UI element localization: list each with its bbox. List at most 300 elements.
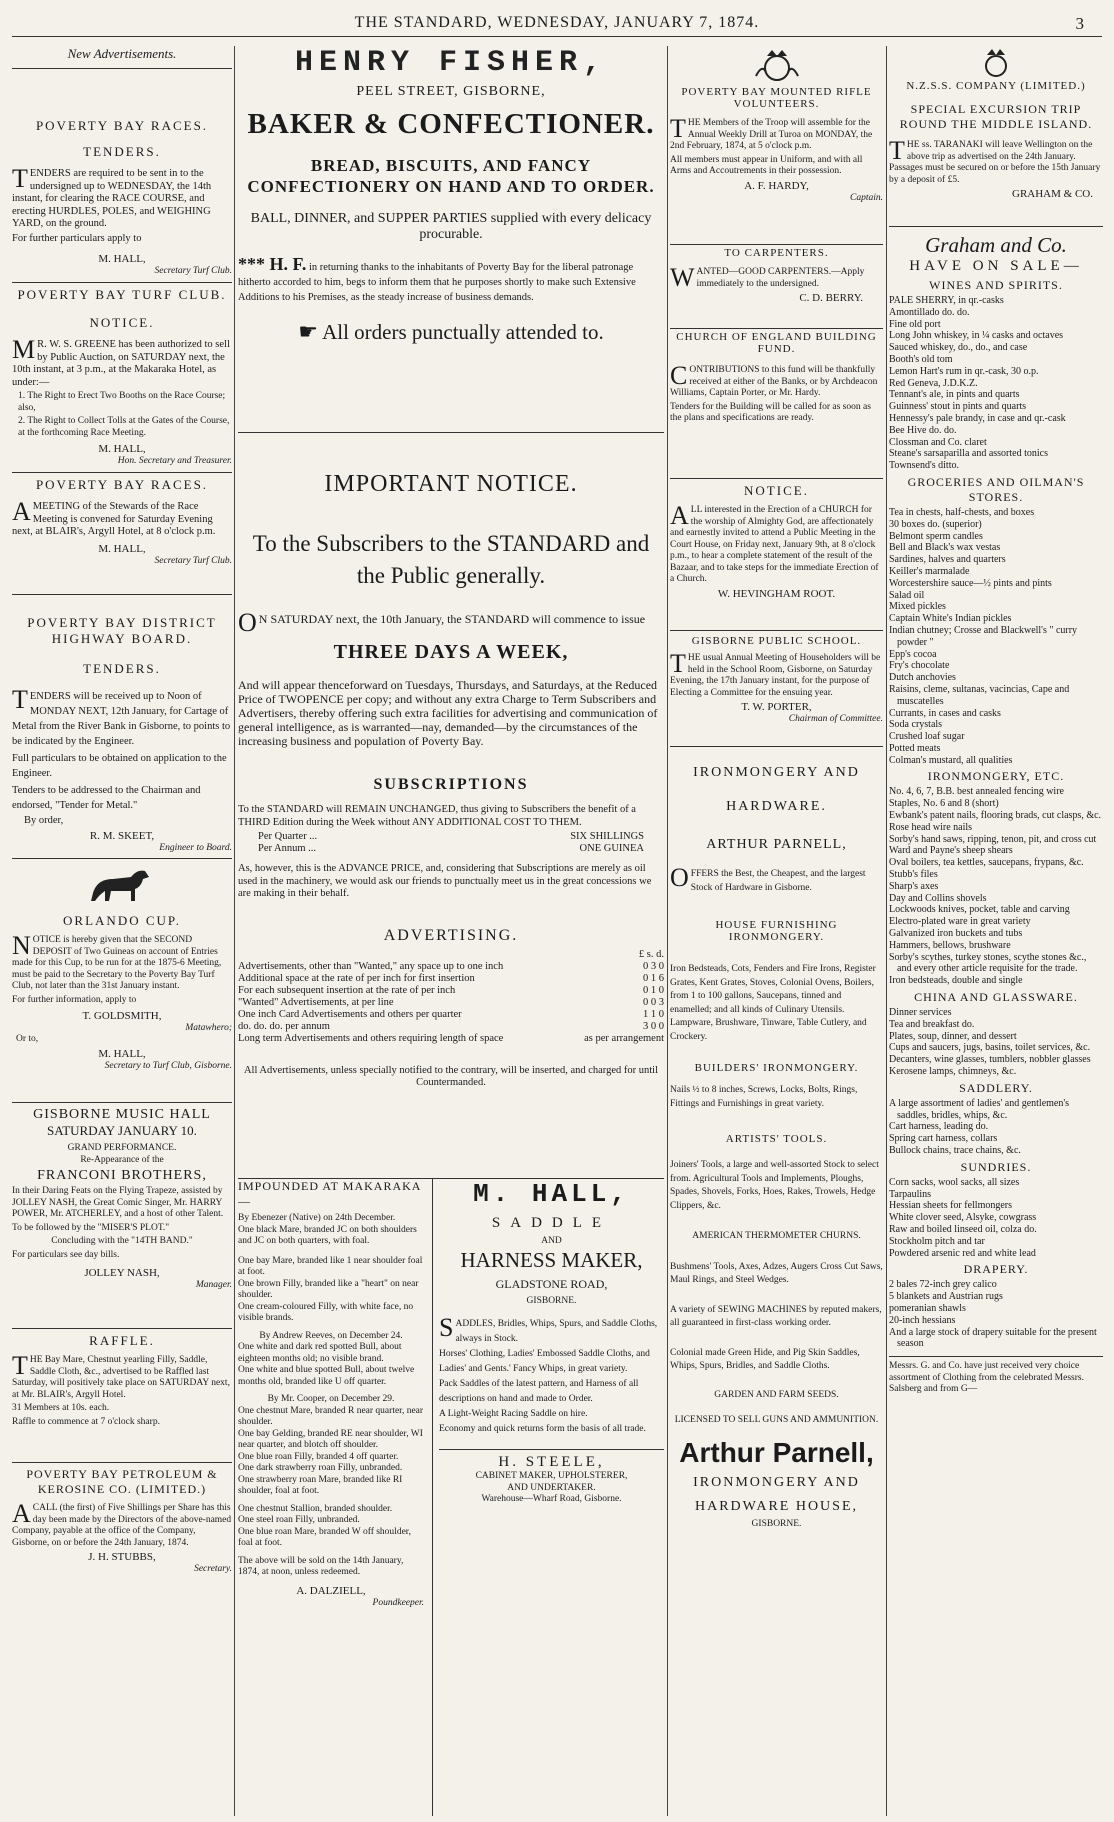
ad-subtitle: NOTICE.	[89, 315, 155, 330]
list-item: Hennessy's pale brandy, in case and qr.-cask	[889, 412, 1066, 424]
masthead	[12, 14, 1102, 37]
ad-franconi: FRANCONI BROTHERS,	[37, 1168, 207, 1183]
ad-body: TENDERS are required to be sent in to the undersigned up to WEDNESDAY, the 14th instant, for clearing the RACE COURSE, and erecting HURDLES, POLES, and WEIGHING YARD, on the ground.	[12, 164, 212, 229]
ad-title: RAFFLE.	[89, 1333, 155, 1348]
section-title: CHINA AND GLASSWARE.	[914, 990, 1078, 1005]
petroleum-call-ad	[12, 1462, 232, 1597]
ad-signature-title: Poundkeeper.	[372, 1597, 424, 1608]
section-title: WINES AND SPIRITS.	[929, 278, 1063, 292]
ad-item: One dark strawberry roan Filly, unbranded.	[238, 1463, 403, 1473]
advertising-rate-row	[238, 1033, 664, 1045]
ad-and: AND	[541, 1236, 562, 1246]
ad-signature: W. HEVINGHAM ROOT.	[717, 587, 836, 600]
currency-header: £ s. d.	[638, 948, 664, 960]
ad-item: One strawberry roan Mare, branded like RI shoulder, foal at foot.	[238, 1474, 403, 1496]
saddlery-list	[889, 1098, 1103, 1157]
list-item: Clossman and Co. claret	[889, 436, 987, 448]
advertising-rate-row	[238, 997, 664, 1009]
ad-bills: For particulars see day bills.	[12, 1249, 120, 1260]
list-item: Powdered arsenic red and white lead	[889, 1247, 1036, 1259]
section-title: IRONMONGERY, ETC.	[927, 769, 1065, 784]
list-item: pomeranian shawls	[889, 1302, 966, 1314]
ad-saddle: SADDLE	[491, 1215, 612, 1231]
ad-followed: To be followed by the "MISER'S PLOT."	[12, 1222, 170, 1233]
impounded-ad	[238, 1179, 424, 1816]
ad-item: One white and dark red spotted Bull, about eighteen months old; no visible brand.	[238, 1342, 402, 1364]
henry-fisher-ad	[238, 46, 664, 426]
list-item: Lockwoods knives, pocket, table and carving	[889, 904, 1070, 916]
important-notice	[238, 432, 664, 1213]
ad-title: HENRY FISHER,	[294, 46, 608, 80]
rate-value: 0 3 0	[643, 960, 664, 972]
ad-trade: CABINET MAKER, UPHOLSTERER,	[475, 1471, 628, 1481]
list-item: Sorby's hand saws, ripping, tenon, pit, and cross cut	[889, 833, 1097, 845]
ad-item: One black Mare, branded JC on both shoulders and JC on both quarters, with foal.	[238, 1224, 417, 1246]
advertising-note: All Advertisements, unless specially notified to the contrary, will be inserted, and charged for until Countermanded.	[243, 1064, 659, 1088]
list-item: PALE SHERRY, in qr.-casks	[889, 295, 1004, 306]
church-meeting-notice	[670, 478, 883, 635]
ad-signature-title: Hon. Secretary and Treasurer.	[117, 456, 232, 466]
section-title: SUNDRIES.	[960, 1159, 1032, 1174]
ad-title: GISBORNE PUBLIC SCHOOL.	[691, 635, 862, 647]
subscriptions-body: To the STANDARD will REMAIN UNCHANGED, thus giving to Subscribers the benefit of a THIRD Edition during the Week without ANY ADDITIONAL COST TO THEM.	[238, 804, 636, 828]
ad-title: POVERTY BAY RACES.	[35, 118, 209, 133]
section-title: BUILDERS' IRONMONGERY.	[694, 1062, 859, 1074]
ad-big-line: HARDWARE HOUSE,	[695, 1498, 858, 1514]
column-4	[889, 46, 1103, 1816]
list-item: Salad oil	[889, 589, 925, 601]
lower-column-2	[238, 1178, 664, 1608]
drapery-list	[889, 1279, 1103, 1350]
rate-label: For each subsequent insertion at the rate of per inch	[238, 984, 456, 996]
list-item: Hammers, bellows, brushware	[889, 939, 1011, 951]
list-item: Mixed pickles	[889, 601, 946, 613]
ad-further: For further information, apply to	[12, 994, 137, 1005]
list-item: Day and Collins shovels	[889, 892, 987, 904]
ad-reappearance: Re-Appearance of the	[80, 1154, 164, 1165]
sundries-list	[889, 1177, 1103, 1260]
rate-label: One inch Card Advertisements and others per quarter	[238, 1008, 462, 1020]
ad-item: One brown Filly, branded like a "heart" on near shoulder.	[238, 1278, 419, 1300]
ad-trade: BAKER & CONFECTIONER.	[247, 108, 655, 140]
ad-signature-title: Chairman of Committee.	[788, 714, 883, 724]
list-item: Oval boilers, tea kettles, saucepans, frypans, &c.	[889, 857, 1084, 869]
horse-icon	[87, 863, 157, 907]
page-title: THE STANDARD, WEDNESDAY, JANUARY 7, 1874.	[354, 14, 760, 31]
list-item: Cups and saucers, jugs, basins, toilet services, &c.	[889, 1042, 1091, 1054]
royal-crest-icon	[971, 46, 1021, 80]
advertising-rate-row	[238, 1021, 664, 1033]
ad-name: ARTHUR PARNELL,	[706, 837, 847, 852]
ad-title: Graham and Co.	[925, 233, 1067, 257]
ad-signature: C. D. BERRY.	[799, 292, 863, 304]
ad-signature: A. DALZIELL,	[296, 1584, 366, 1597]
list-item: Bee Hive do. do.	[889, 424, 957, 436]
list-item: Stubb's files	[889, 869, 938, 881]
list-item: Raisins, cleme, sultanas, vacincias, Cape and muscatelles	[889, 683, 1070, 707]
list-item: Red Geneva, J.D.K.Z.	[889, 377, 978, 389]
list-item: 30 boxes do. (superior)	[889, 518, 982, 530]
ad-paragraph: All members must appear in Uniform, and with all Arms and Accoutrements in their possession.	[670, 154, 863, 176]
section-body: Colonial made Green Hide, and Pig Skin Saddles, Whips, Spurs, Bridles, and Saddle Cloths.	[670, 1347, 860, 1371]
ad-paragraph: Tenders to be addressed to the Chairman and endorsed, "Tender for Metal."	[12, 785, 201, 811]
notice-title: IMPORTANT NOTICE.	[324, 471, 578, 497]
carpenters-ad	[670, 244, 883, 329]
column-rule	[886, 46, 887, 1816]
ad-signature: JOLLEY NASH,	[84, 1267, 160, 1279]
list-item: Kerosene lamps, chimneys, &c.	[889, 1066, 1017, 1078]
section-title: GARDEN AND FARM SEEDS.	[714, 1389, 839, 1400]
rate-value: 0 0 3	[643, 996, 664, 1008]
ad-paragraph: Horses' Clothing, Ladies' Embossed Saddle Cloths, and Ladies' and Gents.' Fancy Whips, in great variety.	[439, 1349, 650, 1374]
section-body: A variety of SEWING MACHINES by reputed makers, all guaranteed in first-class working order.	[670, 1304, 882, 1328]
nzss-excursion-ad	[889, 46, 1103, 222]
page-number: 3	[1075, 14, 1084, 33]
ad-undertaker: AND UNDERTAKER.	[507, 1482, 596, 1493]
ad-concluding: Concluding with the "14TH BAND."	[51, 1236, 193, 1246]
advertising-rate-row	[238, 961, 664, 973]
ad-paragraph: SADDLES, Bridles, Whips, Spurs, and Saddle Cloths, always in Stock.	[439, 1313, 658, 1344]
ad-body: WANTED—GOOD CARPENTERS.—Apply immediately to the undersigned.	[670, 263, 865, 292]
list-item: Booth's old tom	[889, 353, 953, 365]
pointing-hand-icon: ☛	[298, 319, 318, 344]
list-item: Keiller's marmalade	[889, 565, 970, 577]
ad-title: CHURCH OF ENGLAND BUILDING FUND.	[676, 331, 877, 355]
ad-body: ACALL (the first) of Five Shillings per Share has this day been made by the Directors of the above-named Company, payable at the office of the Company, Gisborne, on or before the 24th January, 1874.	[12, 1499, 232, 1548]
notice-body-2: And will appear thenceforward on Tuesdays, Thursdays, and Saturdays, at the Reduced Price of TWOPENCE per copy; and without any extra Charge to Term Subscribers and Advertisers, thereby offering such extra facilities for advertising and communication of general intelligence, as is warranted—nay, demanded—by the circumstances of the increasing business and population of Poverty Bay.	[238, 678, 658, 748]
rate-label: do. do. do. per annum	[238, 1020, 330, 1032]
ad-harness: HARNESS MAKER,	[460, 1247, 643, 1272]
ad-title: GISBORNE MUSIC HALL	[33, 1107, 211, 1122]
advertising-rate-row	[238, 1009, 664, 1021]
list-item: Ward and Payne's sheep shears	[889, 845, 1013, 857]
notice-body: ON SATURDAY next, the 10th January, the STANDARD will commence to issue	[238, 608, 646, 637]
races-tender-ad	[12, 118, 232, 298]
section-title: SADDLERY.	[959, 1080, 1033, 1095]
ad-item: One chestnut Mare, branded R near quarter, near shoulder.	[238, 1405, 424, 1427]
public-school-ad	[670, 630, 883, 747]
ad-title: POVERTY BAY PETROLEUM & KEROSINE CO. (LIMITED.)	[26, 1467, 218, 1496]
list-item: Rose head wire nails	[889, 821, 973, 833]
list-item: Amontillado do. do.	[889, 306, 970, 318]
list-item: Dutch anchovies	[889, 672, 956, 684]
section-title: DRAPERY.	[963, 1262, 1029, 1277]
wines-list	[889, 295, 1103, 472]
list-item: A large assortment of ladies' and gentlemen's saddles, bridles, whips, &c.	[889, 1097, 1070, 1121]
column-rule	[234, 46, 235, 1816]
ad-order: By order,	[24, 815, 64, 826]
subscriptions-title: SUBSCRIPTIONS	[373, 776, 529, 793]
advertising-rate-row	[238, 985, 664, 997]
ad-town: GISBORNE.	[526, 1295, 577, 1306]
ad-date: SATURDAY JANUARY 10.	[47, 1123, 197, 1138]
list-item: White clover seed, Alsyke, cowgrass	[889, 1212, 1037, 1224]
ad-title: N.Z.S.S. COMPANY (LIMITED.)	[906, 80, 1086, 92]
rate-value: as per arrangement	[584, 1032, 664, 1044]
list-item: Epp's cocoa	[889, 648, 937, 660]
ad-round: ROUND THE MIDDLE ISLAND.	[899, 117, 1093, 131]
ad-bread: BREAD, BISCUITS, AND FANCY CONFECTIONERY ON HAND AND TO ORDER.	[247, 156, 655, 196]
ad-signature: M. HALL,	[98, 542, 146, 555]
ad-body: CONTRIBUTIONS to this fund will be thankfully received at either of the Banks, or by Archdeacon Williams, Captain Porter, or Mr. Hardy.	[670, 361, 878, 398]
ad-paragraph: A Light-Weight Racing Saddle on hire.	[439, 1409, 588, 1419]
section-body: Nails ½ to 8 inches, Screws, Locks, Bolts, Rings, Fittings and Furnishings in great variety.	[670, 1085, 858, 1109]
list-item: Tennant's ale, in pints and quarts	[889, 389, 1020, 401]
ad-big-line: IRONMONGERY AND	[693, 1474, 860, 1490]
rifles-notice	[670, 46, 883, 244]
rate-value: 1 1 0	[643, 1008, 664, 1020]
row-value: ONE GUINEA	[579, 843, 644, 854]
list-item: Worcestershire sauce—½ pints and pints	[889, 577, 1052, 589]
ad-big-name: Arthur Parnell,	[679, 1436, 874, 1468]
rate-label: Long term Advertisements and others requiring length of space	[238, 1032, 504, 1044]
subscription-row	[238, 843, 664, 855]
ad-grand: GRAND PERFORMANCE.	[67, 1143, 177, 1153]
list-item: Potted meats	[889, 742, 941, 754]
ad-body: in returning thanks to the inhabitants of Poverty Bay for the liberal patronage hitherto accorded to him, begs to inform them that he purposes shortly to make such Extensive Additions to his Premises, as the steady increase of business demands.	[238, 262, 636, 303]
list-item: Sorby's scythes, turkey stones, scythe stones &c., and every other article requisite for the trade.	[889, 951, 1087, 975]
ad-by: By Ebenezer (Native) on 24th December.	[238, 1213, 396, 1223]
ad-title: NOTICE.	[744, 483, 809, 498]
list-item: Decanters, wine glasses, tumblers, nobbler glasses	[889, 1054, 1091, 1066]
section-title: HOUSE FURNISHING IRONMONGERY.	[715, 919, 838, 943]
list-item: Guinness' stout in pints and quarts	[889, 401, 1027, 413]
list-item: Ewbank's patent nails, flooring brads, cut clasps, &c.	[889, 810, 1102, 822]
new-ads-label: New Advertisements.	[12, 46, 232, 69]
ad-have: HAVE ON SALE—	[909, 258, 1083, 274]
rate-label: Advertisements, other than "Wanted," any space up to one inch	[238, 960, 504, 972]
advertising-rate-row	[238, 973, 664, 985]
ad-body: TENDERS will be received up to Noon of MONDAY NEXT, 12th January, for Cartage of Metal from the River Bank in Gisborne, to points to be indicated by the Engineer.	[12, 685, 231, 747]
list-item: Fine old port	[889, 318, 941, 330]
section-body: Joiners' Tools, a large and well-assorted Stock to select from. Agricultural Tools and Implements, Ploughs, Spades, Shovels, Forks, Hoes, Rakes, Trowels, Hedge Clippers, &c.	[670, 1160, 879, 1211]
m-hall-saddler-ad	[432, 1179, 664, 1816]
column-1	[12, 46, 232, 1816]
ad-footnote: Messrs. G. and Co. have just received very choice assortment of Clothing from the celebrated Messrs. Salsberg and from G—	[889, 1356, 1103, 1396]
row-label: Per Annum ...	[258, 843, 317, 854]
ad-address: PEEL STREET, GISBORNE,	[356, 84, 546, 99]
ad-signature-title: Matawhero;	[185, 1023, 232, 1033]
list-item: 20-inch hessians	[889, 1314, 956, 1326]
royal-crest-icon	[752, 46, 802, 86]
section-body: Bushmens' Tools, Axes, Adzes, Augers Cross Cut Saws, Maul Rings, and Steel Wedges.	[670, 1261, 883, 1285]
row-value: SIX SHILLINGS	[570, 831, 644, 842]
ad-body: THE Bay Mare, Chestnut yearling Filly, Saddle, Saddle Cloth, &c., advertised to be Raffled last Saturday, will positively take place on SATURDAY next, at Mr. BLAIR's, Argyll Hotel.	[12, 1351, 230, 1400]
ad-title: IMPOUNDED AT MAKARAKA—	[238, 1179, 422, 1208]
list-item: Stockholm pitch and tar	[889, 1235, 985, 1247]
ad-item: One steel roan Filly, unbranded.	[238, 1515, 360, 1525]
ad-sale: The above will be sold on the 14th January, 1874, at noon, unless redeemed.	[238, 1555, 404, 1577]
ad-signature-title: Secretary to Turf Club, Gisborne.	[104, 1060, 232, 1071]
steele-ad	[439, 1449, 664, 1506]
advertising-header	[238, 949, 664, 961]
turf-club-notice	[12, 282, 232, 475]
ad-item: One cream-coloured Filly, with white face, no visible brands.	[238, 1301, 414, 1323]
ad-signature: M. HALL,	[98, 443, 146, 455]
list-item: Sardines, halves and quarters	[889, 554, 1006, 566]
ad-item: One blue roan Mare, branded W off shoulder, foal at foot.	[238, 1526, 411, 1548]
ad-paragraph: Full particulars to be obtained on application to the Engineer.	[12, 753, 227, 779]
ad-paragraph: Economy and quick returns form the basis of all trade.	[439, 1424, 646, 1434]
list-item: Tarpaulins	[889, 1188, 932, 1200]
ad-members: 31 Members at 10s. each.	[12, 1403, 110, 1413]
ad-title: POVERTY BAY RACES.	[35, 477, 209, 492]
ad-road: GLADSTONE ROAD,	[495, 1276, 608, 1291]
ad-paragraph: Tenders for the Building will be called for as soon as the plans and specifications are ready.	[670, 401, 871, 423]
ad-item: One blue roan Filly, branded 4 off quarter.	[238, 1451, 399, 1462]
ad-signature: M. HALL,	[98, 1047, 146, 1060]
ad-title: POVERTY BAY DISTRICT HIGHWAY BOARD.	[27, 615, 217, 646]
ad-body: In their Daring Feats on the Flying Trapeze, assisted by JOLLEY NASH, the Great Comic Singer, Mr. HARRY POWER, Mr. ATCHERLEY, and a host of other Talent.	[12, 1186, 224, 1219]
ad-subtitle: TENDERS.	[83, 144, 161, 159]
list-item: 5 blankets and Austrian rugs	[889, 1291, 1003, 1303]
ad-signature-title: Secretary.	[194, 1564, 232, 1574]
ad-subtitle: TENDERS.	[83, 661, 161, 676]
column-2	[238, 46, 664, 1816]
column-3	[670, 46, 883, 1816]
ad-title-2: HARDWARE.	[726, 799, 827, 814]
list-item: Lemon Hart's rum in qr.-cask, 30 o.p.	[889, 365, 1039, 377]
ad-title: IRONMONGERY AND	[693, 765, 860, 780]
list-item: Plates, soup, dinner, and dessert	[889, 1030, 1017, 1042]
list-item: And a large stock of drapery suitable for the present season	[889, 1326, 1097, 1350]
ad-orders-text: All orders punctually attended to.	[322, 320, 604, 344]
list-item: Crushed loaf sugar	[889, 731, 965, 743]
ad-orders	[238, 319, 664, 345]
list-item: Electro-plated ware in great variety	[889, 916, 1031, 928]
list-item: Sharp's axes	[889, 880, 939, 892]
column-rule	[667, 46, 668, 1816]
ad-item: 2. The Right to Collect Tolls at the Gates of the Course, at the forthcoming Race Meeting.	[18, 416, 230, 438]
list-item: Belmont sperm candles	[889, 530, 983, 542]
list-item: Spring cart harness, collars	[889, 1133, 998, 1145]
section-title: ARTISTS' TOOLS.	[725, 1133, 828, 1145]
music-hall-ad	[12, 1102, 232, 1331]
ad-address: Warehouse—Wharf Road, Gisborne.	[481, 1494, 622, 1504]
advertising-title: ADVERTISING.	[383, 926, 519, 944]
ad-by: By Mr. Cooper, on December 29.	[267, 1394, 395, 1404]
ad-body: ALL interested in the Erection of a CHURCH for the worship of Almighty God, are affectionately and earnestly invited to attend a Public Meeting in the Court House, on Friday next, January 9th, at 8 o'clock p.m., to hear a complete statement of the result of the Bazaar, and to take steps for the immediate Erection of a Church.	[670, 501, 879, 584]
ad-time: Raffle to commence at 7 o'clock sharp.	[12, 1416, 160, 1427]
rate-value: 0 1 0	[643, 984, 664, 996]
ad-signature: GRAHAM & CO.	[1012, 188, 1093, 200]
ironmongery-list	[889, 786, 1103, 987]
ad-offers: OFFERS the Best, the Cheapest, and the largest Stock of Hardware in Gisborne.	[670, 863, 866, 893]
subscription-row	[238, 831, 664, 843]
china-list	[889, 1007, 1103, 1078]
list-item: 2 bales 72-inch grey calico	[889, 1279, 997, 1291]
ad-body: AMEETING of the Stewards of the Race Meeting is convened for Saturday Evening next, at BLAIR's, Argyll Hotel, at 8 o'clock p.m.	[12, 497, 216, 537]
ad-item: One white and blue spotted Bull, about twelve months old, branded like U off quarter.	[238, 1365, 415, 1387]
ad-signature: M. HALL,	[98, 253, 146, 265]
subscriptions-body-2: As, however, this is the ADVANCE PRICE, and, considering that Subscriptions are merely as oil used in the machinery, we would ask our friends to punctually meet us in the great concessions we are making in their behalf.	[238, 863, 652, 899]
section-body: Iron Bedsteads, Cots, Fenders and Fire Irons, Register Grates, Kent Grates, Stoves, Colonial Ovens, Boilers, from 1 to 100 gallons, Saucepans, tinned and enamelled; and all kinds of Culinary Utensils. Lampware, Brushware, Tinware, Table Cutlery, and Crockery.	[670, 964, 876, 1042]
races-stewards-notice	[12, 472, 232, 581]
ad-body: NOTICE is hereby given that the SECOND DEPOSIT of Two Guineas on account of Entries made for this Cup, to be run for at the 1875-6 Meeting, must be paid to the Secretary to the Poverty Bay Turf Club, not later than the 31st January instant.	[12, 931, 222, 991]
section-title: LICENSED TO SELL GUNS AND AMMUNITION.	[674, 1415, 879, 1425]
ad-special: SPECIAL EXCURSION TRIP	[910, 102, 1082, 116]
list-item: Soda crystals	[889, 719, 943, 731]
ad-signature-title: Secretary Turf Club.	[154, 555, 232, 566]
list-item: Staples, No. 6 and 8 (short)	[889, 798, 999, 810]
raffle-ad	[12, 1328, 232, 1465]
ad-title: POVERTY BAY TURF CLUB.	[17, 287, 227, 302]
church-fund-ad	[670, 328, 883, 481]
notice-subscribers: To the Subscribers to the STANDARD and the Public generally.	[252, 531, 650, 588]
list-item: Hessian sheets for fellmongers	[889, 1200, 1013, 1212]
highway-board-tenders	[12, 594, 232, 869]
ad-item: One chestnut Stallion, branded shoulder.	[238, 1503, 393, 1514]
ad-signature-title: Manager.	[195, 1280, 232, 1290]
ad-body: THE Members of the Troop will assemble for the Annual Weekly Drill at Turoa on MONDAY, the 2nd February, 1874, at 5 o'clock p.m.	[670, 114, 873, 151]
list-item: Tea in chests, half-chests, and boxes	[889, 506, 1035, 518]
groceries-list	[889, 507, 1103, 767]
list-item: Raw and boiled linseed oil, colza do.	[889, 1223, 1037, 1235]
ad-item: One bay Mare, branded like 1 near shoulder foal at foot.	[238, 1255, 423, 1277]
list-item: Currants, in cases and casks	[889, 707, 1001, 719]
graham-co-ad	[889, 226, 1103, 1816]
ad-signature: A. F. HARDY,	[744, 179, 809, 192]
rate-label: Additional space at the rate of per inch for first insertion	[238, 972, 475, 984]
ad-item: One bay Gelding, branded RE near shoulder, WI near quarter, and blotch off shoulder.	[238, 1428, 423, 1450]
notice-three-days: THREE DAYS A WEEK,	[333, 641, 569, 663]
list-item: Cart harness, leading do.	[889, 1121, 989, 1133]
list-item: Fry's chocolate	[889, 660, 950, 672]
ad-title: ORLANDO CUP.	[63, 913, 181, 928]
ad-item: 1. The Right to Erect Two Booths on the Race Course; also,	[18, 391, 226, 413]
list-item: Bell and Black's wax vestas	[889, 542, 1001, 554]
ad-or: Or to,	[16, 1034, 39, 1044]
ad-signature: T. GOLDSMITH,	[82, 1010, 162, 1022]
list-item: Dinner services	[889, 1007, 952, 1019]
row-label: Per Quarter ...	[258, 831, 318, 842]
list-item: Iron bedsteads, double and single	[889, 975, 1023, 987]
ad-title: TO CARPENTERS.	[724, 247, 829, 259]
list-item: Colman's mustard, all qualities	[889, 754, 1013, 766]
list-item: Townsend's ditto.	[889, 460, 959, 472]
ad-title: M. HALL,	[473, 1179, 630, 1209]
section-title: GROCERIES AND OILMAN'S STORES.	[907, 474, 1085, 504]
ad-ball: BALL, DINNER, and SUPPER PARTIES supplied with every delicacy procurable.	[250, 211, 652, 242]
rate-label: "Wanted" Advertisements, at per line	[238, 996, 394, 1008]
list-item: Corn sacks, wool sacks, all sizes	[889, 1176, 1020, 1188]
ad-town: GISBORNE.	[751, 1518, 802, 1529]
list-item: Captain White's Indian pickles	[889, 613, 1012, 625]
ad-body: THE ss. TARANAKI will leave Wellington on the above trip as advertised on the 24th January. Passages must be secured on or before the 15th January by a deposit of £5.	[889, 136, 1101, 185]
ad-signature-title: Secretary Turf Club.	[154, 266, 232, 276]
ad-body: MR. W. S. GREENE has been authorized to sell by Public Auction, on SATURDAY next, the 10th instant, at 3 p.m., at the Makaraka Hotel, as under:—	[12, 335, 230, 388]
ad-title: POVERTY BAY MOUNTED RIFLE VOLUNTEERS.	[681, 86, 872, 110]
ad-signature-title: Captain.	[850, 192, 883, 203]
ad-paragraph: Pack Saddles of the latest pattern, and Harness of all descriptions on hand and made to Order.	[439, 1379, 639, 1404]
ad-title: H. STEELE,	[498, 1454, 605, 1470]
ad-body: THE usual Annual Meeting of Householders will be held in the School Room, Gisborne, on Saturday Evening, the 17th January instant, for the purpose of Electing a Committee for the ensuing year.	[670, 649, 881, 698]
list-item: Bullock chains, trace chains, &c.	[889, 1145, 1021, 1156]
rate-value: 3 0 0	[643, 1020, 664, 1032]
list-item: Indian chutney; Crosse and Blackwell's " curry powder "	[889, 624, 1078, 648]
ad-signature: T. W. PORTER,	[741, 701, 812, 713]
ad-by: By Andrew Reeves, on December 24.	[259, 1330, 403, 1341]
ad-signature: R. M. SKEET,	[89, 829, 155, 842]
parnell-hardware-ad	[670, 746, 883, 1816]
section-title: AMERICAN THERMOMETER CHURNS.	[692, 1231, 861, 1241]
list-item: Tea and breakfast do.	[889, 1018, 975, 1030]
rate-value: 0 1 6	[643, 972, 664, 984]
list-item: Sauced whiskey, do., do., and case	[889, 342, 1028, 354]
ad-further: For further particulars apply to	[12, 232, 142, 244]
list-item: No. 4, 6, 7, B.B. best annealed fencing wire	[889, 786, 1064, 798]
orlando-cup-notice	[12, 858, 232, 1105]
